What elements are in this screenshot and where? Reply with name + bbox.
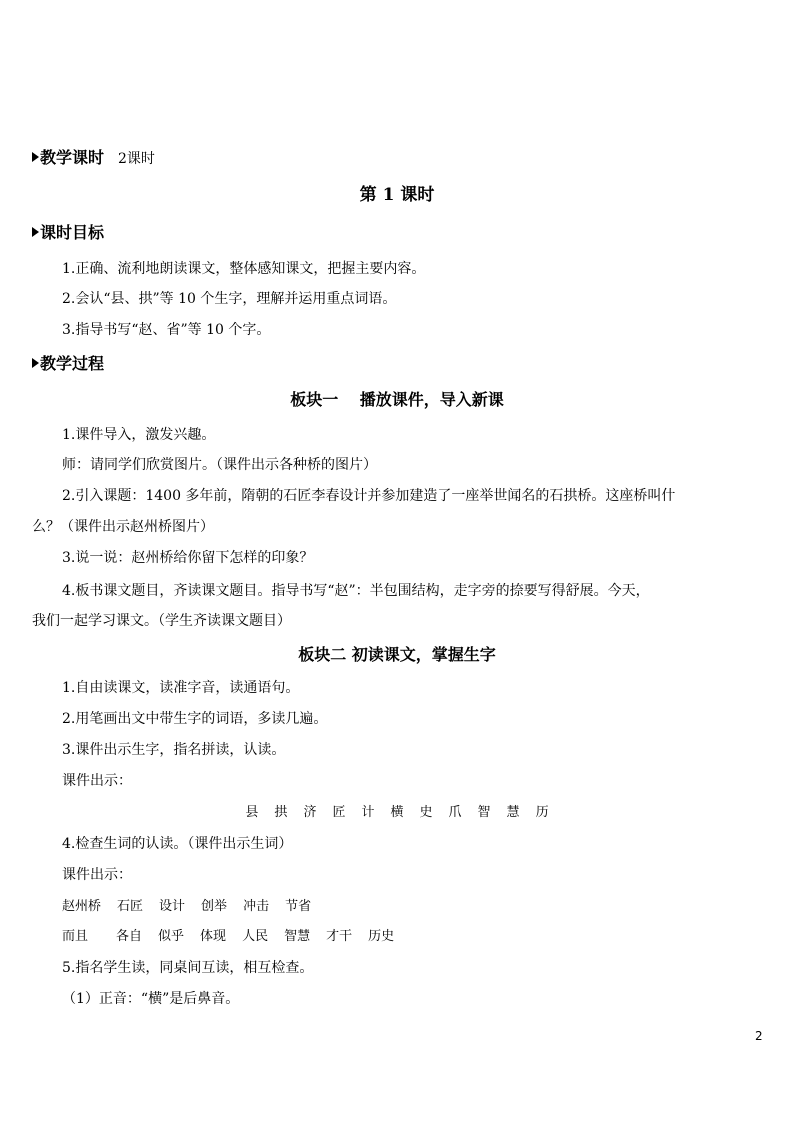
teaching-hours-heading xyxy=(32,150,155,166)
goal-item: 3.指导书写“赵、省”等 10 个字。 xyxy=(62,322,271,338)
page-number: 2 xyxy=(755,1029,763,1043)
triangle-bullet-icon xyxy=(32,227,39,237)
word: 而且 xyxy=(62,929,89,944)
teaching-hours-value: 2课时 xyxy=(118,151,155,167)
section2-title: 板块二 初读课文，掌握生字 xyxy=(298,645,496,664)
word: 各自 xyxy=(116,929,143,944)
goals-label: 课时目标 xyxy=(40,223,105,242)
section2-line: 课件出示： xyxy=(62,773,132,789)
section1-line: 4.板书课文题目，齐读课文题目。指导书写“赵”：半包围结构，走字旁的捺要写得舒展。今天， xyxy=(62,583,650,599)
section1-line: 1.课件导入，激发兴趣。 xyxy=(62,427,216,443)
character: 爪 xyxy=(448,805,462,820)
goal-item: 2.会认“县、拱”等 10 个生字，理解并运用重点词语。 xyxy=(62,291,397,307)
character: 县 xyxy=(245,805,259,820)
word-row xyxy=(62,930,410,943)
character: 济 xyxy=(303,805,317,820)
word-row xyxy=(62,900,327,913)
character-list xyxy=(0,806,794,819)
section1-line: 3.说一说：赵州桥给你留下怎样的印象？ xyxy=(62,550,314,566)
character: 智 xyxy=(477,805,491,820)
section2-line: 3.课件出示生字，指名拼读，认读。 xyxy=(62,742,286,758)
character: 拱 xyxy=(274,805,288,820)
character: 计 xyxy=(361,805,375,820)
word: 赵州桥 xyxy=(62,899,102,914)
character: 史 xyxy=(419,805,433,820)
section2-line: 2.用笔画出文中带生字的词语，多读几遍。 xyxy=(62,711,328,727)
word: 设计 xyxy=(159,899,186,914)
word: 体现 xyxy=(200,929,227,944)
goals-heading xyxy=(32,225,104,241)
teaching-hours-label: 教学课时 xyxy=(40,148,105,167)
section2-line: 课件出示： xyxy=(62,867,132,883)
character: 匠 xyxy=(332,805,346,820)
section1-line: 我们一起学习课文。（学生齐读课文题目） xyxy=(32,613,291,629)
word: 似乎 xyxy=(158,929,185,944)
section2-line: （1）正音：“横”是后鼻音。 xyxy=(62,991,240,1007)
section2-line: 4.检查生词的认读。（课件出示生词） xyxy=(62,836,293,852)
section1-title: 板块一 播放课件，导入新课 xyxy=(290,390,504,409)
section2-line: 5.指名学生读，同桌间互读，相互检查。 xyxy=(62,960,314,976)
word: 冲击 xyxy=(243,899,270,914)
word: 历史 xyxy=(368,929,395,944)
section1-line: 2.引入课题：1400 多年前，隋朝的石匠李春设计并参加建造了一座举世闻名的石拱桥。这座桥叫什 xyxy=(62,488,676,504)
goal-item: 1.正确、流利地朗读课文，整体感知课文，把握主要内容。 xyxy=(62,261,426,277)
word: 节省 xyxy=(285,899,312,914)
word: 创举 xyxy=(201,899,228,914)
section1-line: 师：请同学们欣赏图片。（课件出示各种桥的图片） xyxy=(62,457,377,473)
character: 慧 xyxy=(506,805,520,820)
word: 石匠 xyxy=(117,899,144,914)
triangle-bullet-icon xyxy=(32,358,39,368)
section1-line: 么？（课件出示赵州桥图片） xyxy=(32,519,214,535)
character: 历 xyxy=(535,805,549,820)
process-label: 教学过程 xyxy=(40,354,105,373)
lesson-title: 第 1 课时 xyxy=(359,185,435,205)
character: 横 xyxy=(390,805,404,820)
word: 智慧 xyxy=(284,929,311,944)
word: 人民 xyxy=(242,929,269,944)
section2-line: 1.自由读课文，读准字音，读通语句。 xyxy=(62,680,300,696)
process-heading xyxy=(32,356,104,372)
triangle-bullet-icon xyxy=(32,152,39,162)
word: 才干 xyxy=(326,929,353,944)
